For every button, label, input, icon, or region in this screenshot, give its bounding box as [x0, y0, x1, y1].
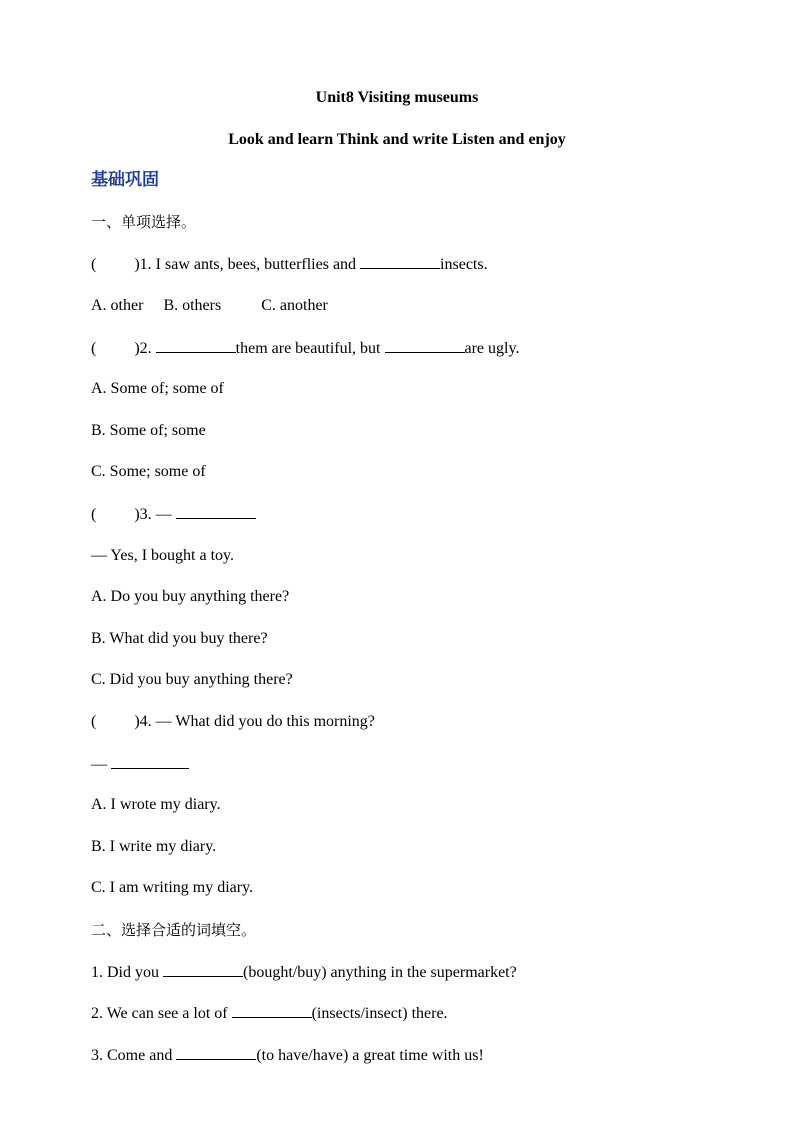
section-heading-basic: 基础巩固	[91, 170, 159, 190]
question-4-text: )4. — What did you do this morning?	[134, 713, 375, 730]
question-4-option-b: B. I write my diary.	[91, 838, 217, 855]
question-4-option-a: A. I wrote my diary.	[91, 796, 221, 813]
dash: —	[91, 756, 111, 773]
question-2-option-a: A. Some of; some of	[91, 380, 224, 397]
fill-item-3-post: (to have/have) a great time with us!	[256, 1047, 484, 1064]
question-2-mid: them are beautiful, but	[235, 340, 385, 357]
fill-item-1-post: (bought/buy) anything in the supermarket?	[243, 964, 517, 981]
fill-item-1	[91, 962, 517, 983]
paren-open: (	[91, 506, 97, 523]
option-a: A. other	[91, 297, 144, 314]
fill-item-2-blank[interactable]	[232, 1003, 312, 1018]
question-3-option-b: B. What did you buy there?	[91, 630, 268, 647]
page-title: Unit8 Visiting museums	[315, 89, 479, 106]
paren-open: (	[91, 340, 97, 357]
fill-item-3-pre: 3. Come and	[91, 1047, 177, 1064]
question-1-text: )1. I saw ants, bees, butterflies and	[134, 256, 361, 273]
question-3-option-c: C. Did you buy anything there?	[91, 671, 293, 688]
option-c: C. another	[261, 297, 328, 314]
question-2-text: )2.	[134, 340, 156, 357]
question-2	[91, 338, 519, 359]
page-subtitle: Look and learn Think and write Listen and enjoy	[228, 131, 566, 148]
question-4-answer-line	[91, 754, 189, 775]
question-4	[91, 712, 375, 732]
fill-item-1-pre: 1. Did you	[91, 964, 163, 981]
part2-heading: 二、选择合适的词填空。	[91, 921, 257, 939]
question-3-blank[interactable]	[176, 504, 256, 519]
fill-item-3	[91, 1045, 484, 1066]
question-3-text: )3. —	[134, 506, 176, 523]
question-3-option-a: A. Do you buy anything there?	[91, 588, 290, 605]
question-1	[91, 254, 488, 275]
paren-open: (	[91, 256, 97, 273]
option-b: B. others	[163, 297, 222, 314]
question-1-blank[interactable]	[360, 254, 440, 269]
question-1-options	[91, 296, 328, 316]
question-4-option-c: C. I am writing my diary.	[91, 879, 254, 896]
question-4-blank[interactable]	[111, 754, 189, 769]
fill-item-2	[91, 1003, 448, 1024]
paren-open: (	[91, 713, 97, 730]
question-1-tail: insects.	[440, 256, 488, 273]
question-2-option-c: C. Some; some of	[91, 463, 206, 480]
question-2-blank-1[interactable]	[156, 338, 236, 353]
question-2-option-b: B. Some of; some	[91, 422, 206, 439]
fill-item-3-blank[interactable]	[176, 1045, 256, 1060]
question-2-blank-2[interactable]	[385, 338, 465, 353]
part1-heading: 一、单项选择。	[91, 213, 197, 231]
question-3-answer-line: — Yes, I bought a toy.	[91, 547, 234, 564]
question-2-tail: are ugly.	[464, 340, 520, 357]
fill-item-2-pre: 2. We can see a lot of	[91, 1005, 232, 1022]
fill-item-2-post: (insects/insect) there.	[311, 1005, 448, 1022]
question-3	[91, 504, 256, 525]
fill-item-1-blank[interactable]	[163, 962, 243, 977]
